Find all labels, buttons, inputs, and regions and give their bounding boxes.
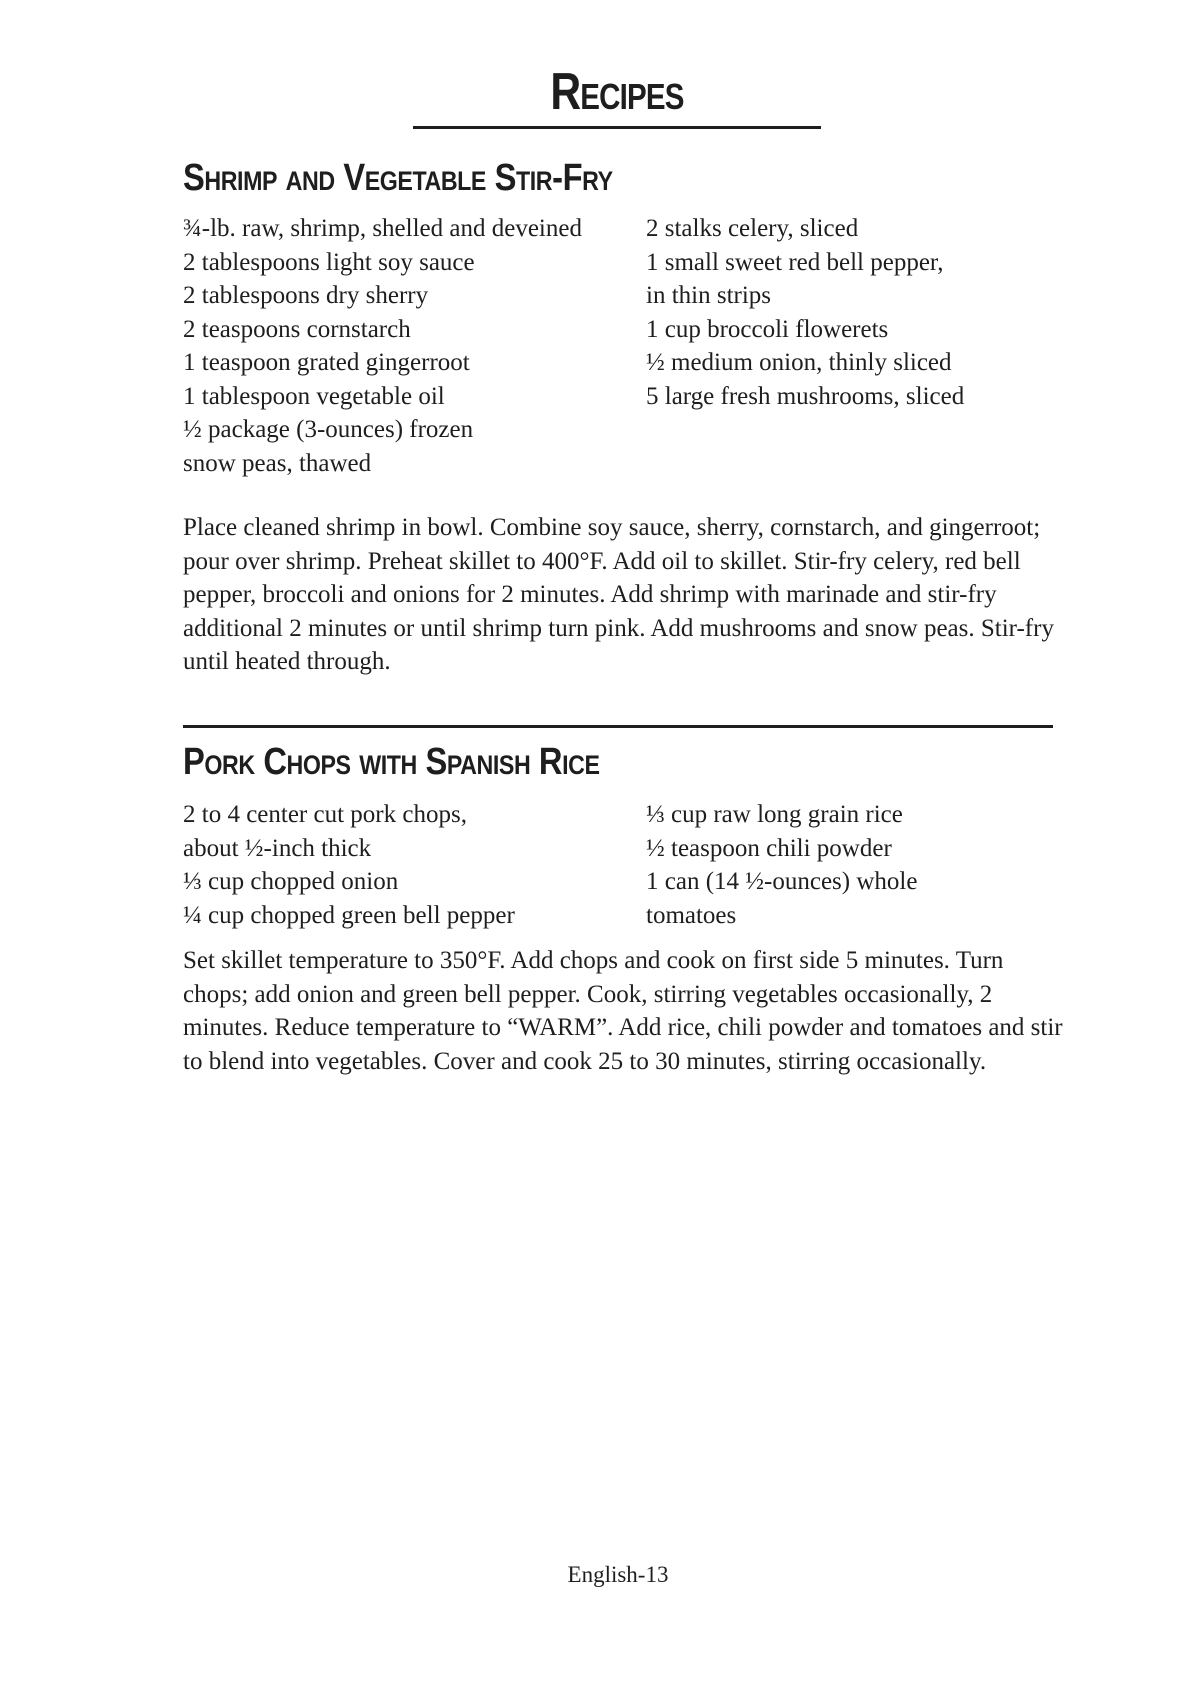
ingredient-item: 1 can (14 ½-ounces) whole <box>646 868 918 895</box>
ingredient-list <box>183 212 1053 480</box>
ingredient-list <box>183 798 1053 932</box>
ingredient-item: 5 large fresh mushrooms, sliced <box>646 382 965 410</box>
ingredient-item: 1 teaspoon grated gingerroot <box>183 349 470 376</box>
ingredient-item: 2 tablespoons dry sherry <box>183 282 429 309</box>
ingredient-column-left <box>183 212 646 480</box>
document-page <box>183 0 1063 1684</box>
ingredient-item: tomatoes <box>646 901 737 929</box>
page-title: Recipes <box>550 63 684 121</box>
recipe-directions: Set skillet temperature to 350°F. Add chops and cook on first side 5 minutes. Turn chops; add onion and green bell pepper. Cook, stirring vegetables occasionally, 2 minutes. Reduce temperature to “WARM”. Add rice, chili powder and tomatoes and stir to blend into vegetables. Cover and cook 25 to 30 minutes, stirring occasionally. <box>183 947 1063 1075</box>
ingredient-item: 2 teaspoons cornstarch <box>183 315 411 343</box>
section-divider <box>183 725 1053 728</box>
ingredient-item: ¼ cup chopped green bell pepper <box>183 901 515 929</box>
recipe-directions: Place cleaned shrimp in bowl. Combine soy sauce, sherry, cornstarch, and gingerroot; pour over shrimp. Preheat skillet to 400°F. Add oil to skillet. Stir-fry celery, red bell pepper, broccoli and onions for 2 minutes. Add shrimp with marinade and stir-fry additional 2 minutes or until shrimp turn pink. Add mushrooms and snow peas. Stir-fry until heated through. <box>183 514 1054 675</box>
ingredient-item: 1 tablespoon vegetable oil <box>183 382 445 410</box>
ingredient-column-left <box>183 798 646 932</box>
recipe-title: Shrimp and Vegetable Stir-Fry <box>183 157 613 199</box>
ingredient-item: about ½-inch thick <box>183 834 372 862</box>
ingredient-item: ⅓ cup chopped onion <box>183 868 399 895</box>
ingredient-item: 2 to 4 center cut pork chops, <box>183 801 467 828</box>
ingredient-item: 2 tablespoons light soy sauce <box>183 248 475 276</box>
ingredient-column-right <box>646 212 1053 480</box>
ingredient-item: 1 small sweet red bell pepper, <box>646 248 944 276</box>
ingredient-item: ½ medium onion, thinly sliced <box>646 349 952 376</box>
ingredient-item: ⅓ cup raw long grain rice <box>646 801 903 828</box>
recipe-title: Pork Chops with Spanish Rice <box>183 741 600 783</box>
ingredient-item: ½ package (3-ounces) frozen <box>183 416 474 443</box>
page-number: English-13 <box>567 1562 669 1587</box>
ingredient-item: 2 stalks celery, sliced <box>646 215 859 242</box>
ingredient-item: ¾-lb. raw, shrimp, shelled and deveined <box>183 215 582 242</box>
ingredient-item: ½ teaspoon chili powder <box>646 834 892 862</box>
ingredient-item: snow peas, thawed <box>183 449 372 477</box>
ingredient-column-right <box>646 798 1053 932</box>
title-underline <box>413 126 821 129</box>
ingredient-item: 1 cup broccoli flowerets <box>646 315 889 343</box>
ingredient-item: in thin strips <box>646 282 772 309</box>
